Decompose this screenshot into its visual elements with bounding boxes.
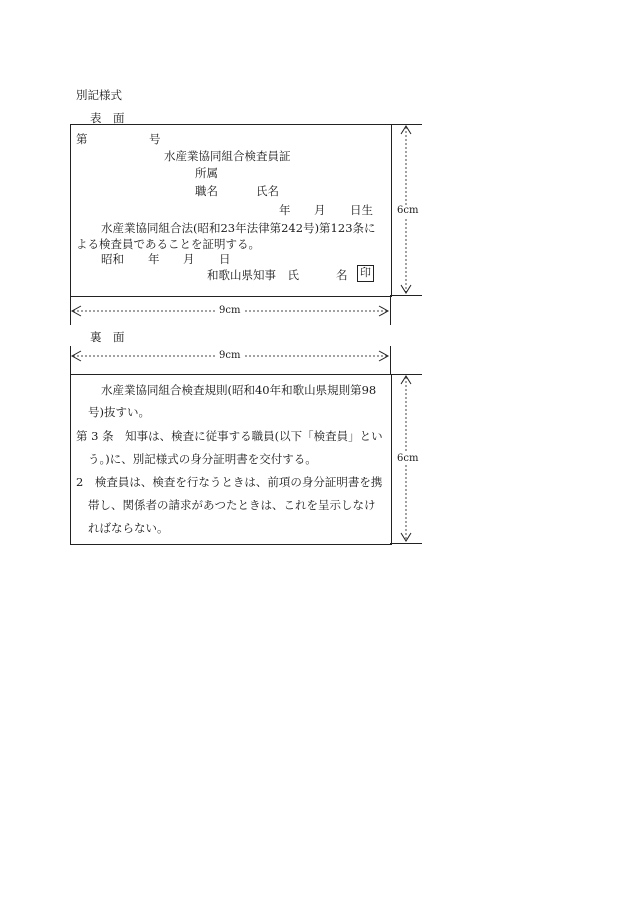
back-text-line-2: 号)抜すい。 xyxy=(88,405,150,419)
front-width-label: 9cm xyxy=(216,305,243,317)
back-text-line-4: う。)に、別記様式の身分証明書を交付する。 xyxy=(88,452,317,466)
front-certification-line-1: 水産業協同組合法(昭和23年法律第242号)第123条に xyxy=(101,221,376,235)
back-text-line-7: ればならない。 xyxy=(88,521,169,535)
back-height-label: 6cm xyxy=(394,453,421,465)
front-date-year: 年 xyxy=(148,252,160,266)
back-text-line-1: 水産業協同組合検査規則(昭和40年和歌山県規則第98 xyxy=(101,383,377,397)
front-title: 水産業協同組合検査員証 xyxy=(164,149,291,163)
back-card-bottom-extension xyxy=(390,543,422,544)
back-width-label: 9cm xyxy=(216,350,243,362)
front-date-month: 月 xyxy=(183,252,195,266)
front-height-label: 6cm xyxy=(394,205,421,217)
front-date-era: 昭和 xyxy=(101,252,124,266)
front-card-bottom-extension xyxy=(390,295,422,296)
front-heading: 表 面 xyxy=(90,111,125,125)
front-issuer-name-suffix: 名 xyxy=(336,268,348,282)
front-issuer: 和歌山県知事 氏 xyxy=(207,268,299,282)
back-text-line-3: 第 3 条 知事は、検査に従事する職員(以下「検査員」とい xyxy=(76,429,383,443)
front-birth-day: 日生 xyxy=(350,203,373,217)
front-certification-line-2: よる検査員であることを証明する。 xyxy=(76,237,260,251)
front-affiliation: 所属 xyxy=(195,166,218,180)
front-birth-month: 月 xyxy=(314,203,326,217)
form-label: 別記様式 xyxy=(76,88,122,102)
front-date-day: 日 xyxy=(219,252,231,266)
back-text-line-5: 2 検査員は、検査を行なうときは、前項の身分証明書を携 xyxy=(76,475,383,489)
front-name: 氏名 xyxy=(256,184,279,198)
back-text-line-6: 帯し、関係者の請求があつたときは、これを呈示しなけ xyxy=(88,498,376,512)
front-width-tick-right xyxy=(390,295,391,325)
front-position: 職名 xyxy=(195,184,218,198)
back-heading: 裏 面 xyxy=(90,330,125,344)
front-birth-year: 年 xyxy=(279,203,291,217)
back-width-tick-right xyxy=(390,346,391,374)
front-number-prefix: 第 xyxy=(76,132,88,146)
front-number-suffix: 号 xyxy=(149,132,161,146)
seal-stamp: 印 xyxy=(357,265,374,282)
